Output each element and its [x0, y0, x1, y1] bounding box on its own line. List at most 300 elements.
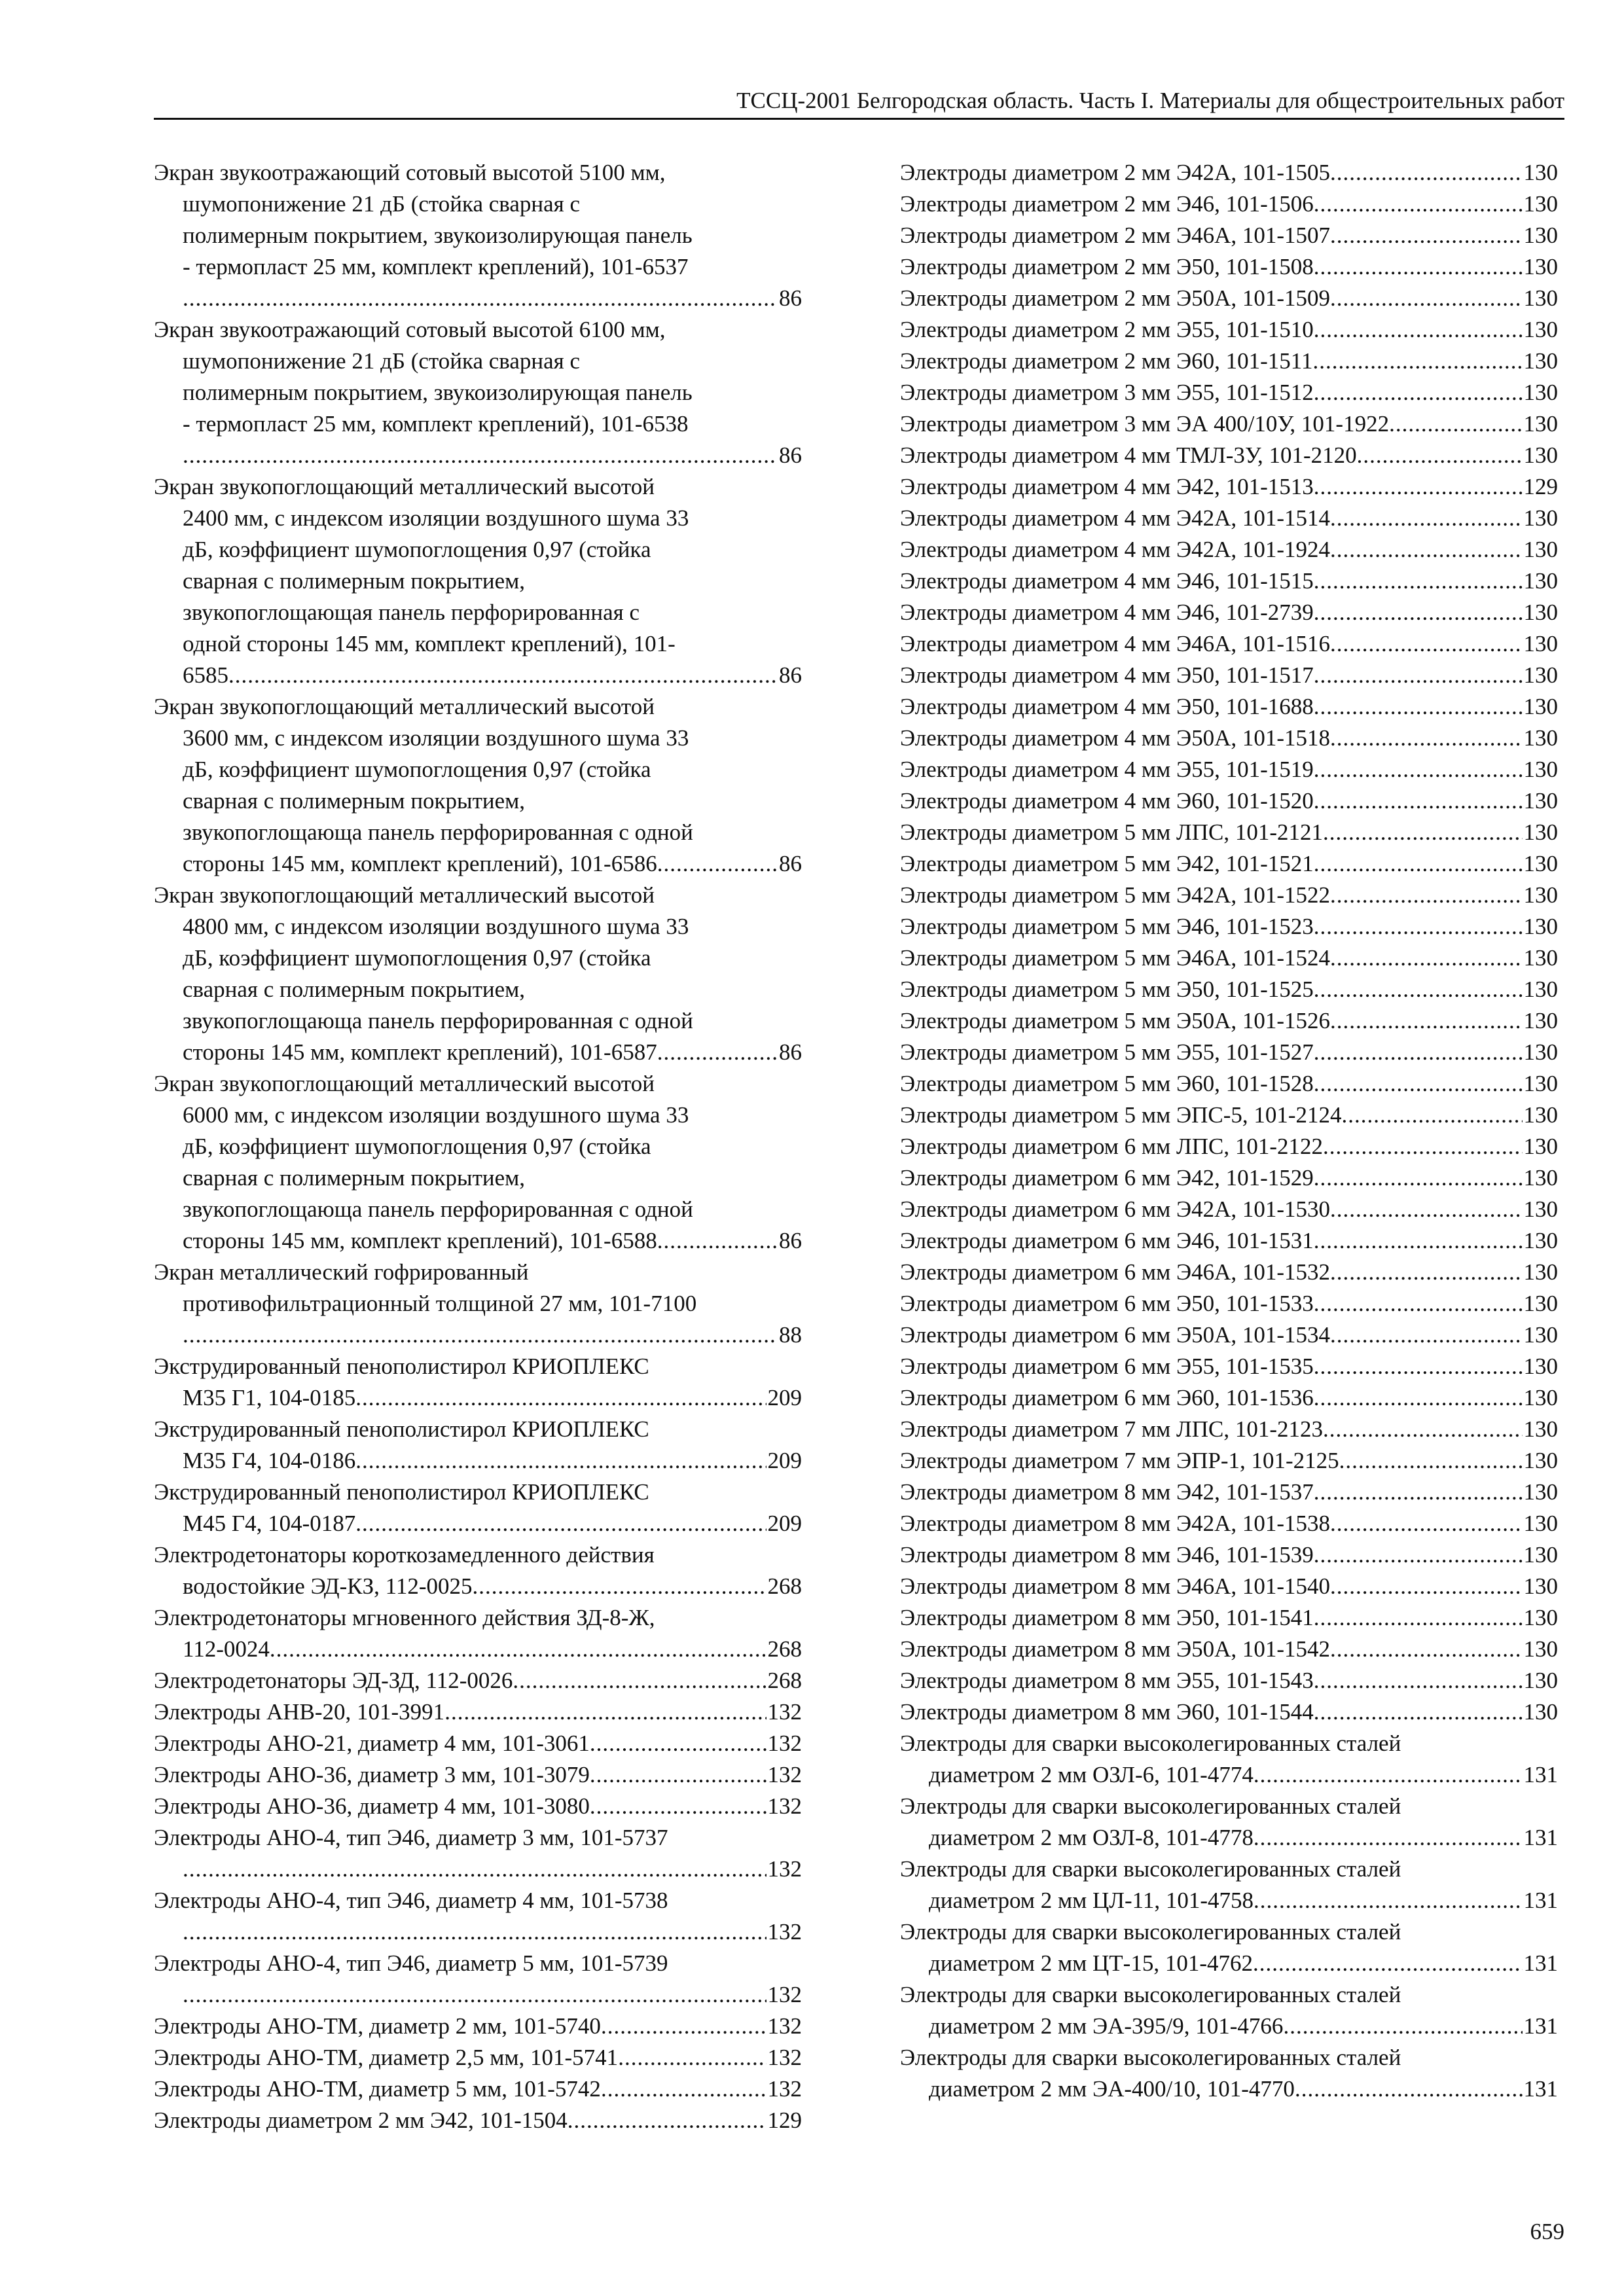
dot-leader: [1330, 534, 1522, 565]
dot-leader: [1314, 314, 1523, 346]
index-entry-page: 130: [1523, 1699, 1558, 1725]
index-entry-leader-row: [900, 911, 1558, 942]
index-entry: [900, 2042, 1558, 2105]
index-entry: [154, 1539, 802, 1602]
index-entry-page: 130: [1523, 882, 1558, 908]
index-entry-page: 130: [1523, 694, 1558, 719]
index-entry-leader-row: [900, 188, 1558, 220]
index-entry-leader-row: [900, 1225, 1558, 1257]
index-entry: [154, 2073, 802, 2105]
index-entry: [900, 1257, 1558, 1288]
header-rule: [154, 118, 1564, 120]
index-entry-page: 130: [1523, 1008, 1558, 1033]
index-entry-label: Электроды АНО-ТМ, диаметр 2 мм, 101-5740: [154, 2013, 601, 2039]
index-entry: [900, 1194, 1558, 1225]
index-entry-line: Экран звукопоглощающий металлический высотой: [154, 474, 655, 499]
dot-leader: [1330, 628, 1522, 660]
dot-leader: [183, 1916, 767, 1948]
index-entry-line: Электроды АНО-4, тип Э46, диаметр 4 мм, 101-5738: [154, 1888, 668, 1913]
dot-leader: [1330, 1194, 1522, 1225]
index-entry: [900, 1539, 1558, 1571]
dot-leader: [513, 1665, 766, 1696]
dot-leader: [1314, 1351, 1523, 1382]
index-entry: [900, 1037, 1558, 1068]
index-entry: [900, 314, 1558, 346]
dot-leader: [1314, 1068, 1523, 1100]
dot-leader: [444, 1696, 766, 1728]
index-entry: [900, 1414, 1558, 1445]
index-entry-page: 268: [767, 1636, 802, 1662]
index-entry-line: дБ, коэффициент шумопоглощения 0,97 (стойка: [183, 537, 651, 562]
index-entry-page: 130: [1523, 977, 1558, 1002]
index-entry: [900, 157, 1558, 188]
dot-leader: [568, 2105, 767, 2136]
index-entry-label: диаметром 2 мм ОЗЛ-8, 101-4778: [929, 1825, 1254, 1850]
index-entry-page: 130: [1523, 1385, 1558, 1410]
index-entry-page: 130: [1523, 788, 1558, 814]
index-entry-leader-row: [154, 2105, 802, 2136]
index-entry-page: 130: [1523, 631, 1558, 656]
index-entry: [154, 1257, 802, 1351]
index-entry-label: Электроды АНО-21, диаметр 4 мм, 101-3061: [154, 1731, 590, 1756]
index-entry-label: Электроды диаметром 5 мм Э42А, 101-1522: [900, 882, 1331, 908]
index-entry-page: 130: [1523, 191, 1558, 217]
index-entry-leader-row: [900, 848, 1558, 880]
index-entry-line: противофильтрационный толщиной 27 мм, 101-7100: [183, 1291, 697, 1316]
index-entry-label: Электроды диаметром 8 мм Э42А, 101-1538: [900, 1511, 1331, 1536]
index-entry-leader-row: [154, 1571, 802, 1602]
index-entry-page: 130: [1523, 1354, 1558, 1379]
index-entry-label: диаметром 2 мм ЦТ-15, 101-4762: [929, 1950, 1253, 1976]
index-entry-page: 130: [1523, 1448, 1558, 1473]
index-entry: [900, 251, 1558, 283]
index-entry-leader-row: [900, 251, 1558, 283]
dot-leader: [355, 1382, 766, 1414]
index-entry-page: 130: [1523, 851, 1558, 876]
index-entry-label: Электроды диаметром 4 мм Э46А, 101-1516: [900, 631, 1331, 656]
index-entry: [900, 1162, 1558, 1194]
index-entry: [900, 440, 1558, 471]
index-entry-leader-row: [154, 2073, 802, 2105]
dot-leader: [1339, 1445, 1523, 1477]
index-entry-leader-row: [900, 1948, 1558, 1979]
index-entry: [154, 1414, 802, 1477]
index-entry-label: Электроды диаметром 4 мм Э42А, 101-1514: [900, 505, 1331, 531]
running-header: ТССЦ-2001 Белгородская область. Часть I. Материалы для общестроительных работ: [736, 88, 1564, 113]
index-entry-label: Электроды диаметром 5 мм Э42, 101-1521: [900, 851, 1314, 876]
index-entry-leader-row: [900, 1194, 1558, 1225]
index-entry-label: М35 Г4, 104-0186: [183, 1448, 356, 1473]
index-entry-line: Экструдированный пенополистирол КРИОПЛЕКС: [154, 1354, 649, 1379]
index-entry-leader-row: [900, 1288, 1558, 1319]
index-entry-page: 86: [779, 442, 802, 468]
index-entry-line: Электроды для сварки высоколегированных сталей: [900, 2045, 1401, 2070]
dot-leader: [590, 1759, 767, 1791]
dot-leader: [1314, 1382, 1523, 1414]
index-entry-leader-row: [900, 942, 1558, 974]
index-entry-label: М35 Г1, 104-0185: [183, 1385, 356, 1410]
index-entry-label: Электроды диаметром 8 мм Э42, 101-1537: [900, 1479, 1314, 1505]
index-entry-leader-row: [154, 1696, 802, 1728]
index-entry-leader-row: [154, 1759, 802, 1791]
index-entry-leader-row: [900, 628, 1558, 660]
index-entry-label: Электроды АНО-36, диаметр 4 мм, 101-3080: [154, 1793, 590, 1819]
index-entry-page: 130: [1523, 725, 1558, 751]
index-entry-leader-row: [900, 660, 1558, 691]
index-entry-page: 130: [1523, 1134, 1558, 1159]
index-entry-page: 130: [1523, 600, 1558, 625]
index-entry-page: 131: [1523, 1762, 1558, 1787]
index-entry-label: Электроды диаметром 5 мм Э50, 101-1525: [900, 977, 1314, 1002]
index-entry-label: водостойкие ЭД-КЗ, 112-0025: [183, 1573, 473, 1599]
index-entry: [900, 1665, 1558, 1696]
index-entry-line: Электроды для сварки высоколегированных сталей: [900, 1856, 1401, 1882]
index-entry: [900, 471, 1558, 503]
dot-leader: [1314, 660, 1523, 691]
index-entry-page: 86: [779, 662, 802, 688]
index-entry-label: диаметром 2 мм ЭА-395/9, 101-4766: [929, 2013, 1284, 2039]
dot-leader: [1314, 974, 1523, 1005]
index-entry-label: М45 Г4, 104-0187: [183, 1511, 356, 1536]
index-entry-leader-row: [154, 2042, 802, 2073]
dot-leader: [1253, 1948, 1523, 1979]
index-entry-label: Электроды диаметром 4 мм ТМЛ-3У, 101-2120: [900, 442, 1357, 468]
index-entry-line: дБ, коэффициент шумопоглощения 0,97 (стойка: [183, 945, 651, 971]
index-entry-line: Электродетонаторы мгновенного действия ЗД-8-Ж,: [154, 1605, 655, 1630]
index-entry-leader-row: [154, 1319, 802, 1351]
index-entry-leader-row: [900, 220, 1558, 251]
index-entry-page: 268: [767, 1573, 802, 1599]
index-entry: [900, 1979, 1558, 2042]
index-column-right: [900, 157, 1558, 2105]
index-entry-page: 130: [1523, 662, 1558, 688]
index-entry-page: 130: [1523, 1636, 1558, 1662]
index-entry-leader-row: [154, 2011, 802, 2042]
index-entry-leader-row: [900, 1539, 1558, 1571]
index-entry-label: Электроды диаметром 8 мм Э46, 101-1539: [900, 1542, 1314, 1568]
index-entry: [900, 1288, 1558, 1319]
index-entry-page: 130: [1523, 1605, 1558, 1630]
index-entry-page: 130: [1523, 1196, 1558, 1222]
dot-leader: [1330, 1319, 1522, 1351]
dot-leader: [183, 1319, 778, 1351]
index-entry-page: 130: [1523, 757, 1558, 782]
index-entry-page: 209: [767, 1511, 802, 1536]
index-entry: [154, 1068, 802, 1257]
index-entry-label: Электроды диаметром 5 мм Э60, 101-1528: [900, 1071, 1314, 1096]
index-entry-page: 130: [1523, 1479, 1558, 1505]
index-entry-label: Электроды диаметром 7 мм ЭПР-1, 101-2125: [900, 1448, 1339, 1473]
index-entry: [900, 1508, 1558, 1539]
index-entry-label: Электроды диаметром 2 мм Э50, 101-1508: [900, 254, 1314, 279]
dot-leader: [1314, 1477, 1523, 1508]
index-entry-page: 131: [1523, 1825, 1558, 1850]
index-entry: [900, 1696, 1558, 1728]
dot-leader: [228, 660, 778, 691]
index-entry-page: 130: [1523, 1071, 1558, 1096]
index-entry-line: Экструдированный пенополистирол КРИОПЛЕКС: [154, 1479, 649, 1505]
index-entry-line: Экран звукопоглощающий металлический высотой: [154, 882, 655, 908]
index-entry-page: 130: [1523, 1228, 1558, 1253]
index-entry: [900, 1445, 1558, 1477]
index-entry-leader-row: [154, 1634, 802, 1665]
dot-leader: [590, 1728, 767, 1759]
index-entry-line: Электроды АНО-4, тип Э46, диаметр 5 мм, 101-5739: [154, 1950, 668, 1976]
index-entry-leader-row: [900, 1634, 1558, 1665]
index-entry-leader-row: [900, 1445, 1558, 1477]
index-column-left: [154, 157, 802, 2136]
index-entry: [900, 1005, 1558, 1037]
index-entry-leader-row: [900, 408, 1558, 440]
index-entry-label: Электроды диаметром 8 мм Э60, 101-1544: [900, 1699, 1314, 1725]
index-entry-line: Экран звукопоглощающий металлический высотой: [154, 1071, 655, 1096]
index-entry-leader-row: [900, 1037, 1558, 1068]
dot-leader: [1330, 503, 1522, 534]
index-entry-label: Электроды диаметром 4 мм Э60, 101-1520: [900, 788, 1314, 814]
index-entry-leader-row: [154, 1382, 802, 1414]
index-entry: [900, 220, 1558, 251]
index-entry: [900, 1634, 1558, 1665]
index-entry-leader-row: [900, 2073, 1558, 2105]
index-entry-line: - термопласт 25 мм, комплект креплений), 101-6537: [183, 254, 689, 279]
index-entry-line: Электроды для сварки высоколегированных сталей: [900, 1919, 1401, 1945]
index-entry-page: 86: [779, 285, 802, 311]
index-entry-leader-row: [900, 1100, 1558, 1131]
index-entry-label: Электроды диаметром 5 мм Э46, 101-1523: [900, 914, 1314, 939]
index-entry-label: 6585: [183, 662, 228, 688]
dot-leader: [1330, 942, 1522, 974]
index-entry-page: 131: [1523, 2013, 1558, 2039]
index-entry-label: Электроды диаметром 6 мм Э42, 101-1529: [900, 1165, 1314, 1191]
index-entry-page: 86: [779, 851, 802, 876]
index-entry-page: 130: [1523, 945, 1558, 971]
index-entry: [900, 911, 1558, 942]
index-entry-leader-row: [900, 1005, 1558, 1037]
index-entry-page: 130: [1523, 505, 1558, 531]
index-entry: [900, 691, 1558, 723]
index-entry-leader-row: [900, 723, 1558, 754]
index-entry: [900, 1131, 1558, 1162]
index-entry-label: Электроды диаметром 4 мм Э50, 101-1688: [900, 694, 1314, 719]
index-entry-label: Электроды диаметром 8 мм Э46А, 101-1540: [900, 1573, 1331, 1599]
index-entry-page: 209: [767, 1448, 802, 1473]
dot-leader: [1314, 565, 1523, 597]
index-entry-page: 132: [767, 1699, 802, 1725]
dot-leader: [1389, 408, 1522, 440]
index-entry-label: Электроды АНО-ТМ, диаметр 5 мм, 101-5742: [154, 2076, 601, 2102]
index-entry: [154, 1822, 802, 1885]
index-entry-leader-row: [900, 754, 1558, 785]
index-entry-leader-row: [154, 1508, 802, 1539]
index-entry-line: Электроды для сварки высоколегированных сталей: [900, 1731, 1401, 1756]
index-entry-leader-row: [900, 1571, 1558, 1602]
index-entry-page: 130: [1523, 537, 1558, 562]
index-entry: [900, 188, 1558, 220]
index-entry-page: 130: [1523, 1322, 1558, 1348]
index-entry-label: Электроды диаметром 2 мм Э55, 101-1510: [900, 317, 1314, 342]
index-entry-page: 132: [767, 1982, 802, 2007]
index-entry-label: Электроды диаметром 6 мм Э55, 101-1535: [900, 1354, 1314, 1379]
index-entry-label: Электроды диаметром 4 мм Э50, 101-1517: [900, 662, 1314, 688]
index-entry-leader-row: [900, 157, 1558, 188]
index-entry-leader-row: [900, 1508, 1558, 1539]
index-entry-page: 209: [767, 1385, 802, 1410]
index-entry: [154, 1696, 802, 1728]
index-entry-page: 130: [1523, 1668, 1558, 1693]
index-entry-line: сварная с полимерным покрытием,: [183, 1165, 526, 1191]
dot-leader: [657, 848, 778, 880]
index-entry-leader-row: [900, 1162, 1558, 1194]
index-entry-label: диаметром 2 мм ЭА-400/10, 101-4770: [929, 2076, 1295, 2102]
index-entry-label: Электроды диаметром 5 мм Э50А, 101-1526: [900, 1008, 1331, 1033]
index-entry: [900, 817, 1558, 848]
index-entry-leader-row: [154, 1728, 802, 1759]
dot-leader: [183, 1979, 767, 2011]
index-entry: [154, 1665, 802, 1696]
index-entry-line: дБ, коэффициент шумопоглощения 0,97 (стойка: [183, 757, 651, 782]
index-entry-label: Электроды диаметром 2 мм Э46А, 101-1507: [900, 223, 1331, 248]
index-entry: [900, 1477, 1558, 1508]
index-entry-label: диаметром 2 мм ЦЛ-11, 101-4758: [929, 1888, 1254, 1913]
dot-leader: [1314, 1288, 1523, 1319]
index-entry-leader-row: [900, 1696, 1558, 1728]
index-entry-page: 132: [767, 1856, 802, 1882]
page-number: 659: [1530, 2219, 1564, 2244]
dot-leader: [183, 1854, 767, 1885]
index-entry-page: 132: [767, 1793, 802, 1819]
index-entry-label: Электроды диаметром 4 мм Э50А, 101-1518: [900, 725, 1331, 751]
index-entry-page: 130: [1523, 1291, 1558, 1316]
dot-leader: [1314, 848, 1523, 880]
index-entry-line: одной стороны 145 мм, комплект креплений), 101-: [183, 631, 676, 656]
dot-leader: [473, 1571, 767, 1602]
index-entry-line: Электроды для сварки высоколегированных сталей: [900, 1793, 1401, 1819]
index-entry: [900, 597, 1558, 628]
index-entry-line: звукопоглощающа панель перфорированная с одной: [183, 1008, 693, 1033]
index-entry-page: 130: [1523, 1039, 1558, 1065]
dot-leader: [1330, 283, 1522, 314]
index-entry: [900, 754, 1558, 785]
index-entry-leader-row: [154, 1854, 802, 1885]
index-entry-leader-row: [900, 974, 1558, 1005]
dot-leader: [1314, 1225, 1523, 1257]
index-entry-line: Электроды для сварки высоколегированных сталей: [900, 1982, 1401, 2007]
index-entry: [154, 157, 802, 314]
dot-leader: [1330, 1634, 1522, 1665]
index-entry: [154, 1759, 802, 1791]
index-entry-page: 131: [1523, 2076, 1558, 2102]
index-entry: [154, 1728, 802, 1759]
dot-leader: [1330, 1005, 1522, 1037]
index-entry-page: 130: [1523, 160, 1558, 185]
dot-leader: [1314, 691, 1523, 723]
index-entry-label: Электроды диаметром 4 мм Э46, 101-2739: [900, 600, 1314, 625]
index-entry: [900, 1068, 1558, 1100]
index-entry-leader-row: [900, 503, 1558, 534]
dot-leader: [1314, 1037, 1523, 1068]
dot-leader: [1314, 188, 1523, 220]
index-entry-line: Экран звукоотражающий сотовый высотой 5100 мм,: [154, 160, 666, 185]
index-entry-page: 132: [767, 1731, 802, 1756]
index-entry: [900, 1100, 1558, 1131]
dot-leader: [1323, 817, 1523, 848]
index-entry-leader-row: [900, 377, 1558, 408]
index-entry-page: 130: [1523, 1416, 1558, 1442]
index-entry-page: 132: [767, 1762, 802, 1787]
index-entry-label: Электроды диаметром 2 мм Э42А, 101-1505: [900, 160, 1331, 185]
index-entry: [154, 1602, 802, 1665]
index-entry-line: полимерным покрытием, звукоизолирующая панель: [183, 223, 693, 248]
index-entry-page: 129: [767, 2108, 802, 2133]
index-entry: [900, 503, 1558, 534]
index-entry-label: 112-0024: [183, 1636, 270, 1662]
index-entry-page: 132: [767, 2045, 802, 2070]
index-entry-label: диаметром 2 мм ОЗЛ-6, 101-4774: [929, 1762, 1254, 1787]
index-entry: [900, 880, 1558, 911]
index-entry-leader-row: [900, 565, 1558, 597]
index-entry-line: сварная с полимерным покрытием,: [183, 568, 526, 594]
index-entry-leader-row: [900, 440, 1558, 471]
index-entry: [900, 660, 1558, 691]
dot-leader: [1330, 220, 1522, 251]
dot-leader: [1330, 1571, 1522, 1602]
index-entry-line: шумопонижение 21 дБ (стойка сварная с: [183, 348, 581, 374]
index-entry-label: Электроды диаметром 8 мм Э55, 101-1543: [900, 1668, 1314, 1693]
index-entry-label: Электроды АНО-36, диаметр 3 мм, 101-3079: [154, 1762, 590, 1787]
index-entry: [900, 377, 1558, 408]
index-entry: [154, 314, 802, 471]
dot-leader: [183, 283, 778, 314]
index-entry-line: сварная с полимерным покрытием,: [183, 977, 526, 1002]
index-entry: [900, 408, 1558, 440]
index-entry-line: Электродетонаторы короткозамедленного действия: [154, 1542, 655, 1568]
index-entry-label: Электроды диаметром 6 мм Э46А, 101-1532: [900, 1259, 1331, 1285]
index-entry-label: Электроды диаметром 2 мм Э46, 101-1506: [900, 191, 1314, 217]
index-entry: [900, 1571, 1558, 1602]
dot-leader: [355, 1445, 766, 1477]
dot-leader: [270, 1634, 767, 1665]
index-entry: [154, 1948, 802, 2011]
index-entry: [900, 1791, 1558, 1854]
index-entry-leader-row: [154, 1665, 802, 1696]
index-entry-page: 130: [1523, 568, 1558, 594]
index-entry-line: полимерным покрытием, звукоизолирующая панель: [183, 380, 693, 405]
index-entry: [154, 880, 802, 1068]
dot-leader: [1314, 471, 1523, 503]
index-entry-label: Электроды АНО-ТМ, диаметр 2,5 мм, 101-5741: [154, 2045, 619, 2070]
index-entry-label: Электроды диаметром 2 мм Э50А, 101-1509: [900, 285, 1331, 311]
dot-leader: [1314, 251, 1523, 283]
index-entry-leader-row: [900, 1257, 1558, 1288]
index-entry-line: - термопласт 25 мм, комплект креплений), 101-6538: [183, 411, 689, 437]
dot-leader: [1314, 1602, 1523, 1634]
dot-leader: [1314, 377, 1523, 408]
index-entry: [900, 1602, 1558, 1634]
index-entry-page: 130: [1523, 285, 1558, 311]
index-entry-line: Экструдированный пенополистирол КРИОПЛЕКС: [154, 1416, 649, 1442]
index-entry-label: Электроды диаметром 7 мм ЛПС, 101-2123: [900, 1416, 1323, 1442]
index-entry-leader-row: [900, 1319, 1558, 1351]
dot-leader: [183, 440, 778, 471]
index-entry-leader-row: [154, 1225, 802, 1257]
index-entry-label: Электроды диаметром 2 мм Э60, 101-1511: [900, 348, 1313, 374]
dot-leader: [1323, 1131, 1523, 1162]
index-entry-page: 130: [1523, 1573, 1558, 1599]
index-entry-leader-row: [900, 880, 1558, 911]
index-entry-line: шумопонижение 21 дБ (стойка сварная с: [183, 191, 581, 217]
index-entry-leader-row: [900, 314, 1558, 346]
index-entry-leader-row: [900, 283, 1558, 314]
